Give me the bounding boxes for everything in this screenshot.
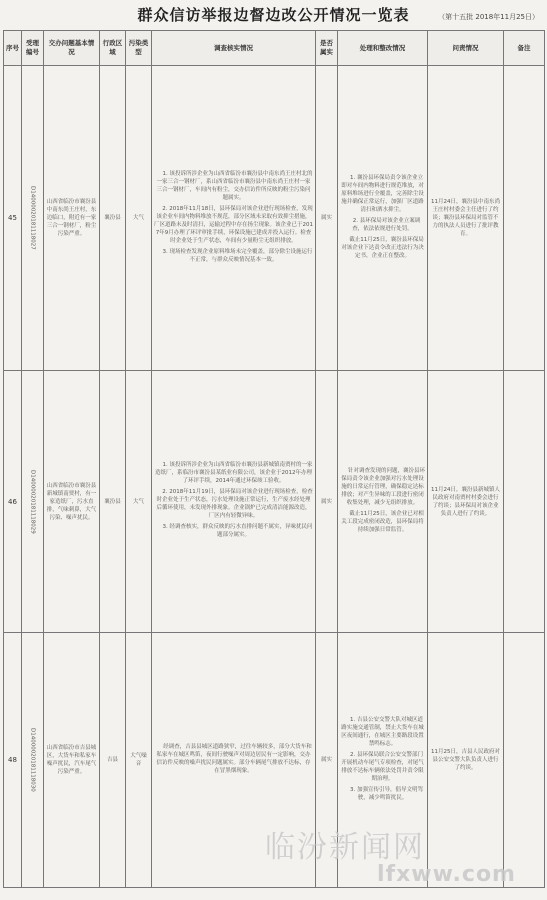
header-seq: 序号 bbox=[4, 31, 22, 66]
investigation-paragraph: 2. 2018年11月19日，县环保局对该企业进行现场检查，检查时企业处于生产状态，污水处理设施正常运行，生产废水经处理后循环使用，未发现外排现象。企业锅炉已完成清洁能源改造，厂区内有轻微异味。 bbox=[156, 489, 313, 519]
header-accountability: 问责情况 bbox=[428, 31, 504, 66]
row-region: 襄汾县 bbox=[100, 66, 126, 371]
row-remarks bbox=[504, 371, 545, 633]
handling-paragraph: 截止11月25日，襄汾县环保局对该企业下达责令改正违法行为决定书，企业正在整改。 bbox=[341, 236, 424, 259]
handling-paragraph: 2. 县环保局联合公安交警部门开展机动车尾气专项检查，对尾气排放不达标车辆依法处罚并责令限期治理。 bbox=[341, 751, 424, 782]
table-row bbox=[4, 66, 545, 371]
row-issue: 山西省临汾市襄汾县中南东尚王庄村，东边临口，附近有一家三合一钢材厂，粉尘污染严重。 bbox=[44, 66, 100, 371]
row-investigation bbox=[152, 371, 316, 633]
watermark-url: lfxww.com bbox=[377, 862, 516, 887]
row-region: 吉县 bbox=[100, 633, 126, 888]
row-pollution: 大气 bbox=[126, 371, 152, 633]
row-investigation bbox=[152, 66, 316, 371]
row-accountability: 11月25日，吉县人民政府对县公安交警大队负责人进行了约谈。 bbox=[428, 633, 504, 888]
row-handling bbox=[338, 633, 428, 888]
row-seq: 45 bbox=[4, 66, 22, 371]
batch-date: （第十五批 2018年11月25日） bbox=[438, 13, 539, 21]
table-row bbox=[4, 371, 545, 633]
investigation-paragraph: 2. 2018年11月18日，县环保局对该企业进行现场检查，发现该企业车间内物料堆放不规范，部分区域未采取有效抑尘措施，厂区道路未及时清扫，运输过程中存在扬尘现象。该企业已于2017年9月办理了环评审批手续，环保设施已建成并投入运行。检查时企业处于生产状态，车间有少量粉尘无组织排放。 bbox=[154, 205, 313, 244]
row-accountability: 11月24日，襄汾县中南东尚王庄村村委会主任进行了约谈；襄汾县环保局对监管不力的执法人员进行了批评教育。 bbox=[428, 66, 504, 371]
report-table bbox=[3, 30, 545, 888]
row-handling bbox=[338, 371, 428, 633]
row-verified: 属实 bbox=[316, 371, 338, 633]
row-pollution: 大气噪音 bbox=[126, 633, 152, 888]
header-remarks: 备注 bbox=[504, 31, 545, 66]
table-row bbox=[4, 633, 545, 888]
header-investigation: 调查核实情况 bbox=[152, 31, 316, 66]
handling-paragraph: 3. 加强宣传引导，倡导文明驾驶，减少鸣笛扰民。 bbox=[350, 786, 423, 801]
watermark-chinese: 临汾新闻网 bbox=[265, 830, 425, 865]
investigation-paragraph: 3. 经调查核实，群众反映的污水直排问题不属实，异味扰民问题部分属实。 bbox=[162, 524, 313, 538]
page-title: 群众信访举报边督边改公开情况一览表 bbox=[137, 6, 410, 24]
row-handling bbox=[338, 66, 428, 371]
header-issue: 交办问题基本情况 bbox=[44, 31, 100, 66]
investigation-paragraph: 3. 现场检查发现企业原料堆场未完全覆盖，部分除尘设施运行不正常，与群众反映情况基本一致。 bbox=[162, 248, 313, 263]
handling-paragraph: 1. 吉县公安交警大队对城区道路实施交通管制，禁止大货车在城区夜间通行，在城区主要路段设置禁鸣标志。 bbox=[341, 716, 424, 747]
header-handling: 处理和整改情况 bbox=[338, 31, 428, 66]
row-accountability: 11月24日，襄汾县新城镇人民政府对南贾村村委会进行了约谈；县环保局对该企业负责人进行了约谈。 bbox=[428, 371, 504, 633]
handling-paragraph: 1. 襄汾县环保局责令该企业立即对车间内物料进行规范堆放，对原料堆场进行全覆盖，完善除尘设施并确保正常运行，加强厂区道路清扫和洒水抑尘。 bbox=[341, 174, 424, 213]
header-region: 行政区域 bbox=[100, 31, 126, 66]
investigation-paragraph: 经调查，吉县县城区道路狭窄，过往车辆较多，部分大货车和私家车在城区鸣笛，夜间行驶噪声对周边居民有一定影响，交办信访件反映的噪声扰民问题属实。部分车辆尾气排放不达标，存在冒黑烟现象。 bbox=[156, 743, 312, 774]
row-remarks bbox=[504, 633, 545, 888]
header-pollution: 污染类型 bbox=[126, 31, 152, 66]
row-seq: 46 bbox=[4, 371, 22, 633]
handling-paragraph: 截止11月25日，该企业已对相关工段完成密闭改造，县环保局将持续加强日常监管。 bbox=[341, 510, 424, 533]
row-verified: 属实 bbox=[316, 633, 338, 888]
row-remarks bbox=[504, 66, 545, 371]
row-seq: 48 bbox=[4, 633, 22, 888]
header-verified: 是否属实 bbox=[316, 31, 338, 66]
row-issue: 山西省临汾市吉县城区，大货车和私家车噪声扰民，汽车尾气污染严重。 bbox=[44, 633, 100, 888]
table-header-row bbox=[4, 31, 545, 66]
row-pollution: 大气 bbox=[126, 66, 152, 371]
row-investigation bbox=[152, 633, 316, 888]
row-code: D14000020181118027 bbox=[22, 66, 44, 371]
header-code: 受理编号 bbox=[22, 31, 44, 66]
investigation-paragraph: 1. 该投诉所涉企业为山西省临汾市襄汾县新城镇南贾村的一家造纸厂，系临汾市襄汾县某纸业有限公司，该企业于2012年办理了环评手续，2014年通过环保竣工验收。 bbox=[155, 462, 313, 484]
handling-paragraph: 针对调查发现的问题，襄汾县环保局责令该企业加强对污水处理设施的日常运行管理，确保稳定达标排放；对产生异味的工段进行密闭收集处理，减少无组织排放。 bbox=[341, 467, 426, 506]
row-region: 襄汾县 bbox=[100, 371, 126, 633]
investigation-paragraph: 1. 该投诉所涉企业为山西省临汾市襄汾县中南东尚王庄村北的一家三合一钢材厂，系山西省临汾市襄汾县中南东尚王庄村一家三合一钢材厂，车间内有粉尘，交办信访件所反映的粉尘污染问题属实。 bbox=[156, 170, 313, 201]
row-verified: 属实 bbox=[316, 66, 338, 371]
row-code: D14000020181118029 bbox=[22, 371, 44, 633]
row-code: D14000020181118030 bbox=[22, 633, 44, 888]
handling-paragraph: 2. 县环保局对该企业立案调查，依法依规进行处罚。 bbox=[352, 217, 421, 232]
row-issue: 山西省临汾市襄汾县新城镇南贾村，有一家造纸厂，污水直排，气味刺鼻，大气污染、噪声扰民。 bbox=[44, 371, 100, 633]
